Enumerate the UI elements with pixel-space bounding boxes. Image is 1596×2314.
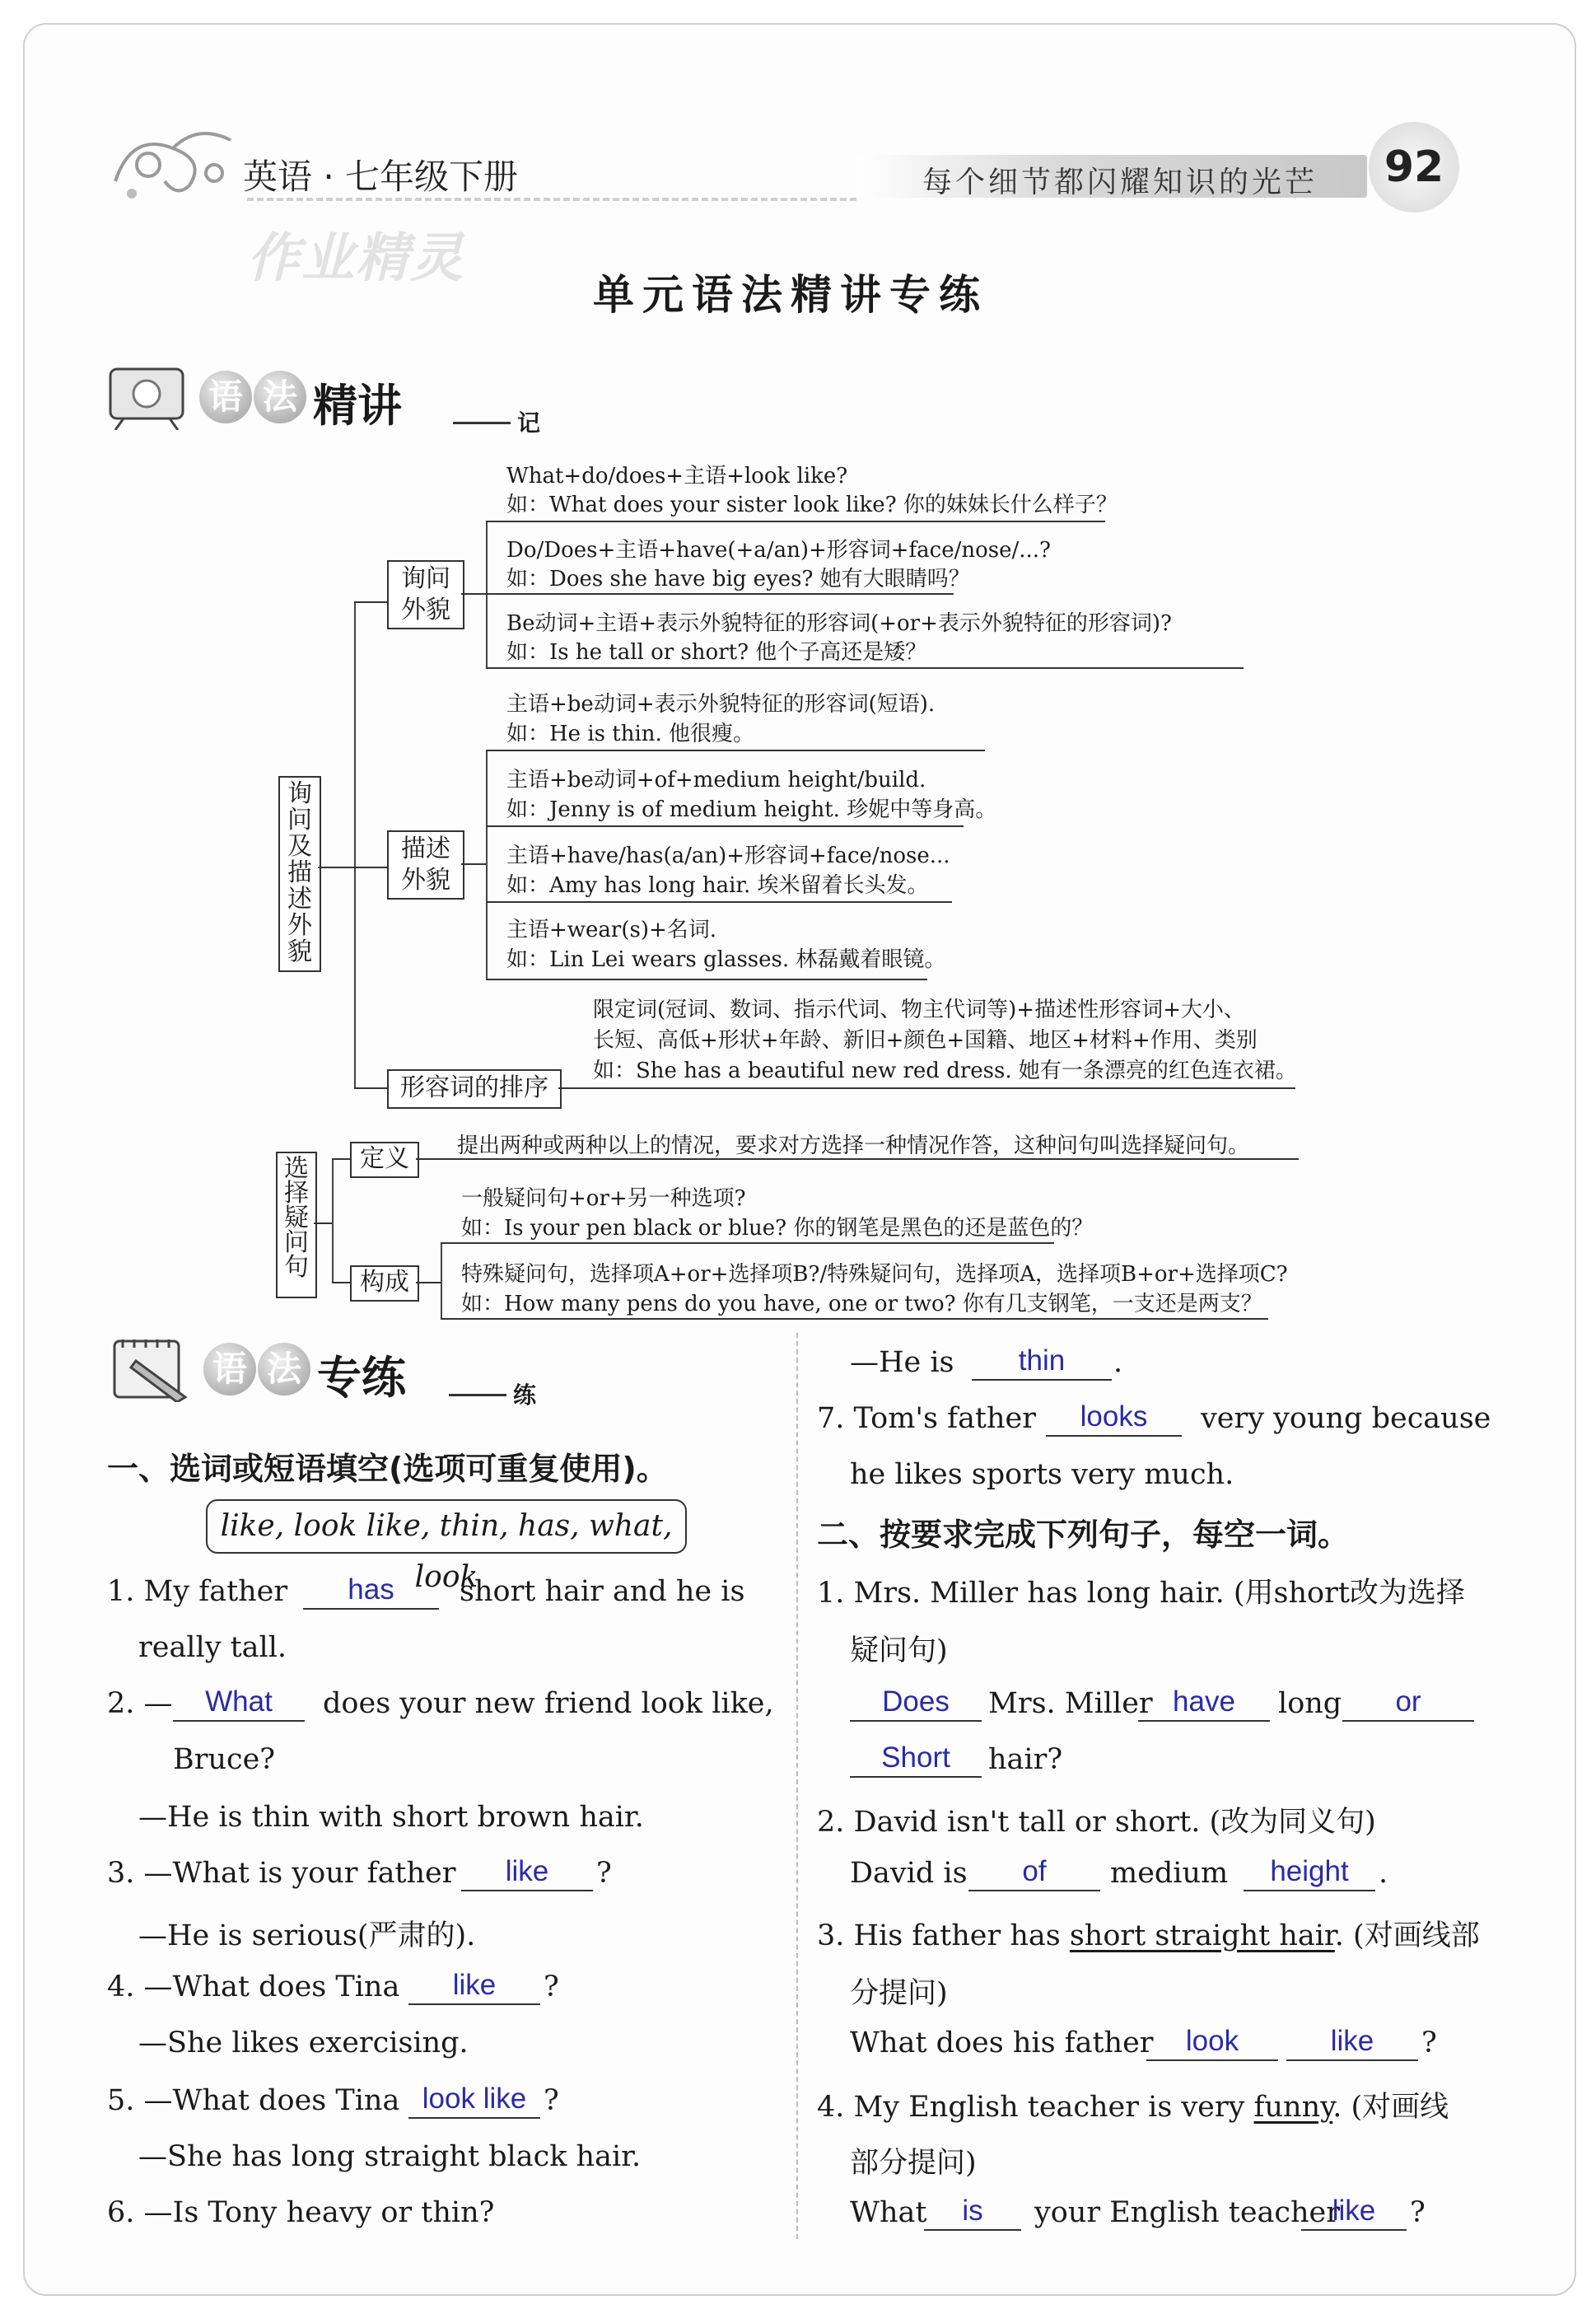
q2-text-b: does your new friend look like, xyxy=(323,1687,774,1720)
section-bubble-1: 语 xyxy=(199,371,252,423)
mindmap-form-label: 构成 xyxy=(360,1268,409,1297)
p2q2-answer-1[interactable]: of xyxy=(968,1854,1100,1891)
p2q4-text-a xyxy=(817,2084,1449,2125)
mindmap-def-label: 定义 xyxy=(360,1144,409,1173)
p2q4-answer-2[interactable]: like xyxy=(1301,2193,1407,2231)
q1-text-b: short hair and he is xyxy=(460,1575,745,1608)
connector xyxy=(461,863,486,865)
p2q2-text-t2: . xyxy=(1379,1857,1388,1890)
q2-text-a: 2. — xyxy=(107,1687,173,1720)
mindmap-ask-node xyxy=(387,560,464,629)
p2q3-text-t2: ? xyxy=(1421,2027,1437,2059)
part1-heading: 一、选词或短语填空(选项可重复使用)。 xyxy=(107,1451,668,1487)
ask-example-3: 如：Is he tall or short? 他个子高还是矮？ xyxy=(506,640,927,665)
order-line-2: 长短、高低+形状+年龄、新旧+颜色+国籍、地区+材料+作用、类别 xyxy=(593,1028,1258,1053)
q1-text-a: 1. My father xyxy=(107,1575,288,1608)
connector xyxy=(486,750,488,980)
p2q4-text-tail: . (对画线 xyxy=(1332,2091,1449,2124)
p2q4-text-c: What xyxy=(850,2196,927,2229)
p2q3-underlined: short straight hair xyxy=(1069,1919,1335,1952)
tv-icon xyxy=(107,364,188,430)
section-header-grammar xyxy=(107,364,568,437)
page-title: 单元语法精讲专练 xyxy=(593,271,988,319)
p2q2-text-b: David is xyxy=(850,1857,968,1890)
header-slogan: 每个细节都闪耀知识的光芒 xyxy=(922,166,1318,199)
watermark-text: 作业精灵 xyxy=(247,228,464,289)
q2-text-c: Bruce? xyxy=(173,1743,276,1776)
describe-pattern-4: 主语+wear(s)+名词. xyxy=(506,918,717,942)
section-label: 专练 xyxy=(317,1352,406,1404)
ask-example-2: 如：Does she have big eyes? 她有大眼睛吗？ xyxy=(506,567,970,591)
p2q3-text-lead: 3. His father has xyxy=(817,1919,1061,1952)
q1-text-c: really tall. xyxy=(138,1631,287,1664)
connector xyxy=(332,1282,350,1283)
connector xyxy=(332,1158,350,1160)
mindmap-choice-root-text: 选择疑问句 xyxy=(284,1154,309,1282)
connector xyxy=(486,521,488,669)
q2-answer[interactable]: What xyxy=(173,1684,305,1722)
mindmap-root-text: 询问及描述外貌 xyxy=(287,779,312,966)
p2q3-answer-2[interactable]: like xyxy=(1286,2023,1418,2061)
p2q4-text-b: 部分提问) xyxy=(850,2147,977,2180)
p2q4-text-t1: your English teacher xyxy=(1034,2196,1340,2229)
describe-pattern-3: 主语+have/has(a/an)+形容词+face/nose... xyxy=(506,844,950,868)
column-divider xyxy=(796,1333,798,2239)
p2q1-answer-4[interactable]: Short xyxy=(850,1740,982,1778)
mindmap-choice-root xyxy=(276,1152,317,1298)
underline xyxy=(486,979,927,980)
p2q2-answer-2[interactable]: height xyxy=(1244,1854,1375,1891)
underline xyxy=(416,1158,1299,1160)
underline xyxy=(441,1318,1268,1320)
order-line-1: 限定词(冠词、数词、指示代词、物主代词等)+描述性形容词+大小、 xyxy=(593,998,1245,1022)
p2q3-text-tail: . (对画线部 xyxy=(1334,1919,1480,1952)
choice-example-1: 如：Is your pen black or blue? 你的钢笔是黑色的还是蓝色的？ xyxy=(461,1216,1094,1241)
book-title: 英语 · 七年级下册 xyxy=(243,157,519,197)
section-header-practice xyxy=(111,1336,572,1409)
ask-pattern-3: Be动词+主语+表示外貌特征的形容词(+or+表示外貌特征的形容词)? xyxy=(506,611,1172,636)
q6-answer[interactable]: thin xyxy=(972,1343,1112,1381)
p2q1-answer-2[interactable]: have xyxy=(1138,1684,1270,1722)
mindmap-root xyxy=(278,776,321,972)
floral-ornament-icon xyxy=(99,115,255,206)
page-number: 92 xyxy=(1369,122,1459,213)
mindmap-ask-label: 询问外貌 xyxy=(401,564,450,624)
q1-answer[interactable]: has xyxy=(303,1572,439,1610)
ask-example-1: 如：What does your sister look like? 你的妹妹长什么样子？ xyxy=(506,493,1118,517)
underline xyxy=(486,521,1105,522)
mindmap-describe-label: 描述外貌 xyxy=(401,834,450,895)
connector xyxy=(461,593,486,595)
section-bubble-1: 语 xyxy=(203,1343,256,1395)
p2q1-text-t1: Mrs. Miller xyxy=(988,1687,1153,1720)
underline xyxy=(486,825,964,827)
section-tail: 记 xyxy=(517,409,541,437)
p2q1-answer-3[interactable]: or xyxy=(1342,1684,1474,1722)
q3-text-b: ? xyxy=(596,1857,612,1890)
describe-pattern-1: 主语+be动词+表示外貌特征的形容词(短语). xyxy=(506,692,936,717)
describe-example-4: 如：Lin Lei wears glasses. 林磊戴着眼镜。 xyxy=(506,947,946,972)
underline xyxy=(558,1087,1295,1089)
connector xyxy=(354,1087,387,1089)
p2q3-answer-1[interactable]: look xyxy=(1146,2023,1278,2061)
q7-answer[interactable]: looks xyxy=(1046,1399,1182,1437)
connector xyxy=(332,1158,334,1282)
q4-text-a: 4. —What does Tina xyxy=(107,1970,400,2003)
connector xyxy=(314,1222,332,1224)
section-tail: 练 xyxy=(513,1381,537,1409)
p2q4-answer-1[interactable]: is xyxy=(924,2193,1021,2231)
mindmap-order-label: 形容词的排序 xyxy=(400,1073,548,1102)
ask-pattern-2: Do/Does+主语+have(+a/an)+形容词+face/nose/...? xyxy=(506,538,1051,563)
underline xyxy=(486,667,1244,669)
q3-text-c: —He is serious(严肃的). xyxy=(138,1919,476,1952)
mindmap-describe-node xyxy=(387,830,464,900)
word-bank: like, look like, thin, has, what, look xyxy=(206,1499,687,1554)
q6-text-a: 6. —Is Tony heavy or thin? xyxy=(107,2196,495,2229)
connector xyxy=(318,867,354,868)
choice-pattern-2: 特殊疑问句，选择项A+or+选择项B?/特殊疑问句，选择项A，选择项B+or+选择项C? xyxy=(461,1262,1288,1287)
p2q4-underlined: funny xyxy=(1253,2091,1333,2124)
q4-answer[interactable]: like xyxy=(408,1967,540,2005)
q5-text-a: 5. —What does Tina xyxy=(107,2084,400,2117)
connector xyxy=(354,601,387,603)
p2q4-text-t2: ? xyxy=(1410,2196,1426,2229)
p2q2-text-a: 2. David isn't tall or short. (改为同义句) xyxy=(817,1806,1376,1839)
mindmap-def-node xyxy=(350,1142,419,1178)
section-bubble-2: 法 xyxy=(254,371,306,423)
order-line-3: 如：She has a beautiful new red dress. 她有一条漂亮的红色连衣裙。 xyxy=(593,1059,1297,1083)
p2q2-text-t1: medium xyxy=(1110,1857,1229,1890)
p2q1-text-t3: hair? xyxy=(988,1743,1063,1776)
connector xyxy=(416,1282,441,1283)
q7-text-a: 7. Tom's father xyxy=(817,1402,1036,1435)
p2q1-text-a: 1. Mrs. Miller has long hair. (用short改为选择 xyxy=(817,1577,1465,1610)
q4-text-b: ? xyxy=(544,1970,559,2003)
q2-text-d: —He is thin with short brown hair. xyxy=(138,1801,644,1834)
p2q3-text-c: What does his father xyxy=(850,2027,1154,2059)
section-bubble-2: 法 xyxy=(258,1343,310,1395)
q7-text-c: he likes sports very much. xyxy=(850,1458,1234,1491)
ask-pattern-1: What+do/does+主语+look like? xyxy=(506,464,848,489)
q7-text-b: very young because xyxy=(1201,1402,1491,1435)
describe-example-3: 如：Amy has long hair. 埃米留着长头发。 xyxy=(506,873,929,898)
connector xyxy=(354,601,356,1087)
connector xyxy=(441,1242,442,1318)
section-label: 精讲 xyxy=(313,380,402,432)
section-tail-line xyxy=(449,1394,506,1396)
mindmap-form-node xyxy=(350,1265,419,1302)
q4-text-c: —She likes exercising. xyxy=(138,2027,469,2059)
connector xyxy=(354,867,387,868)
underline xyxy=(486,901,952,903)
choice-pattern-1: 一般疑问句+or+另一种选项? xyxy=(461,1186,746,1211)
p2q1-text-b: 疑问句) xyxy=(850,1634,948,1667)
underline xyxy=(486,593,954,595)
q5-text-c: —She has long straight black hair. xyxy=(138,2140,642,2173)
section-tail-line xyxy=(453,422,511,424)
underline xyxy=(486,750,985,751)
part2-heading: 二、按要求完成下列句子，每空一词。 xyxy=(817,1517,1350,1553)
describe-example-1: 如：He is thin. 他很瘦。 xyxy=(506,722,755,746)
choice-example-2: 如：How many pens do you have, one or two? 你有几支钢笔，一支还是两支？ xyxy=(461,1292,1262,1316)
q6-text-c: . xyxy=(1113,1346,1123,1379)
choice-definition: 提出两种或两种以上的情况，要求对方选择一种情况作答，这种问句叫选择疑问句。 xyxy=(457,1134,1250,1158)
mindmap-order-node xyxy=(387,1069,562,1109)
q6-text-b: —He is xyxy=(850,1346,954,1379)
q3-text-a: 3. —What is your father xyxy=(107,1857,456,1890)
describe-example-2: 如：Jenny is of medium height. 珍妮中等身高。 xyxy=(506,797,997,822)
q3-answer[interactable]: like xyxy=(461,1854,593,1891)
p2q1-answer-1[interactable]: Does xyxy=(850,1684,982,1722)
notepad-pencil-icon xyxy=(111,1336,192,1402)
underline xyxy=(441,1242,1054,1244)
header-divider xyxy=(247,198,856,201)
q5-text-b: ? xyxy=(544,2084,559,2117)
q5-answer[interactable]: look like xyxy=(408,2081,540,2119)
p2q1-text-t2: long xyxy=(1278,1687,1342,1720)
p2q3-text-b: 分提问) xyxy=(850,1977,948,2010)
describe-pattern-2: 主语+be动词+of+medium height/build. xyxy=(506,768,926,792)
p2q4-text-lead: 4. My English teacher is very xyxy=(817,2091,1245,2124)
p2q3-text-a xyxy=(817,1913,1480,1954)
